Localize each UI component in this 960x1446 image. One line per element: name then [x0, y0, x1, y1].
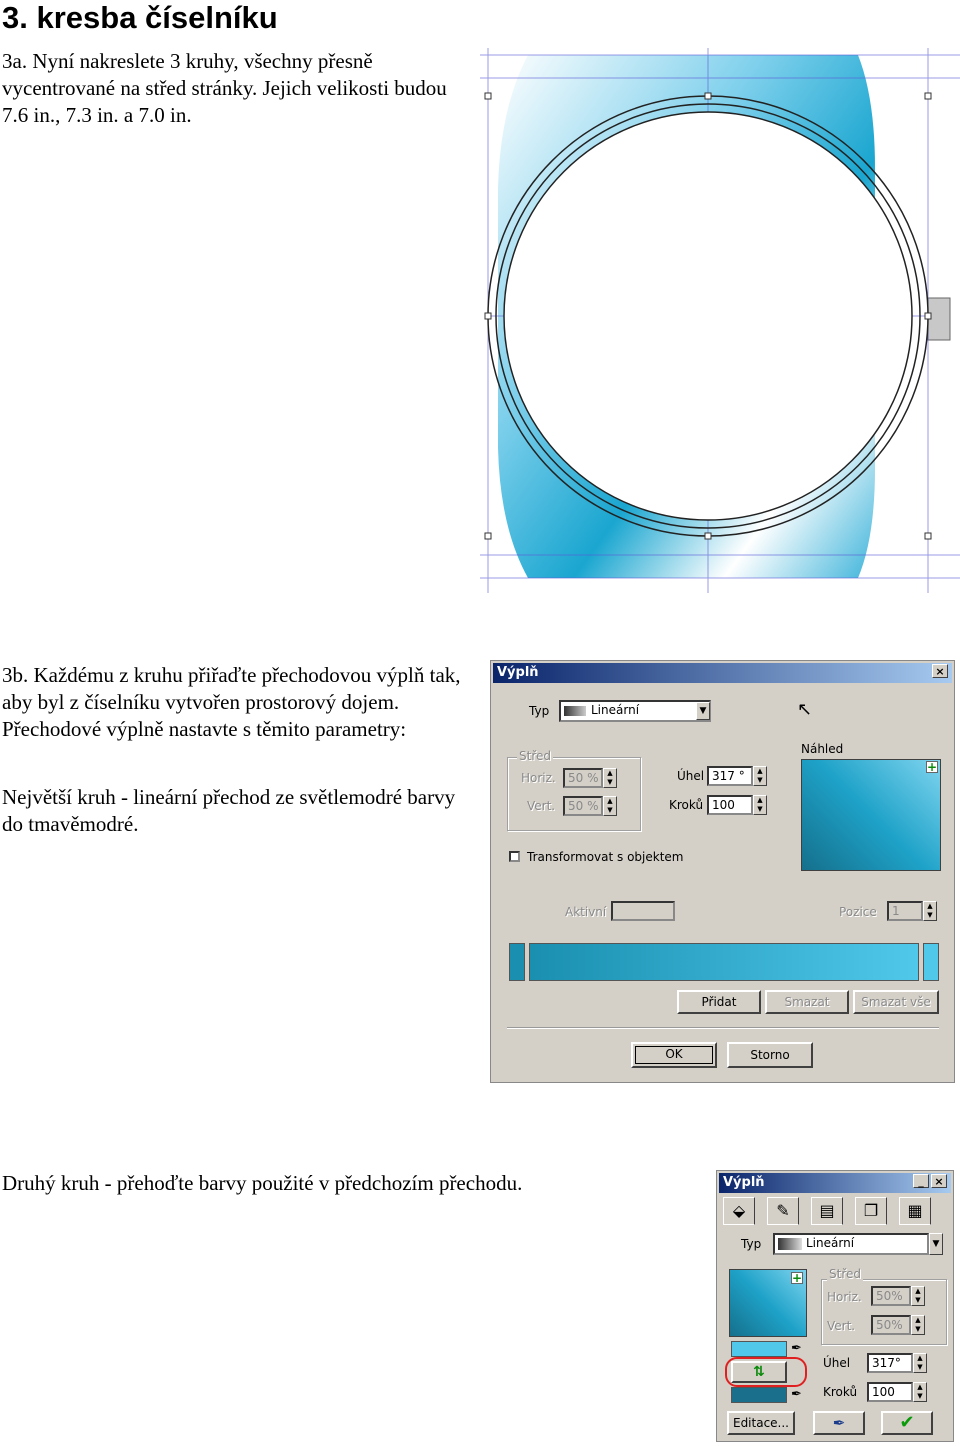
palette-icon[interactable]: ▦: [899, 1197, 931, 1225]
editace-button[interactable]: Editace...: [727, 1411, 795, 1435]
vert-label: Vert.: [827, 1319, 856, 1333]
uhel-spinner[interactable]: ▲ ▼: [913, 1353, 927, 1373]
typ-select[interactable]: [773, 1233, 929, 1255]
section-3b-text: 3b. Každému z kruhu přiřaďte přechodovou výplň tak, aby byl z číselníku vytvořen prostorový dojem. Přechodové výplně nastavte s těmito parametry:: [2, 663, 461, 741]
storno-button[interactable]: Storno: [727, 1042, 813, 1068]
shadow-icon[interactable]: ❐: [855, 1197, 887, 1225]
gradient-swatch-icon: [564, 706, 586, 716]
docker-title: Výplň: [723, 1175, 765, 1190]
kroku-field[interactable]: 100: [707, 795, 753, 815]
vert-field[interactable]: 50%: [871, 1315, 911, 1335]
end-color-swatch[interactable]: [731, 1387, 787, 1403]
nahled-label: Náhled: [801, 742, 844, 756]
horiz-label: Horiz.: [521, 771, 556, 785]
kroku-spinner[interactable]: ▲ ▼: [753, 795, 767, 815]
circle-inner: [504, 112, 912, 520]
gradient-bar[interactable]: [529, 943, 919, 981]
smazat-vse-button[interactable]: Smazat vše: [853, 990, 939, 1014]
watch-drawing: [480, 48, 960, 593]
vert-field[interactable]: 50 %: [563, 796, 603, 816]
pozice-spinner[interactable]: ▲ ▼: [923, 901, 937, 921]
fill-bucket-icon[interactable]: ⬙: [723, 1197, 755, 1225]
typ-label: Typ: [741, 1237, 762, 1251]
typ-value: Lineární: [591, 703, 640, 717]
dialog-title: Výplň: [497, 665, 539, 680]
close-button[interactable]: ×: [932, 664, 948, 678]
gradient-preview: [801, 759, 941, 871]
line-style-icon[interactable]: ▤: [811, 1197, 843, 1225]
cursor-icon: ↖: [797, 699, 813, 720]
horiz-spinner[interactable]: ▲ ▼: [603, 768, 617, 788]
aktivni-label: Aktivní: [565, 905, 607, 919]
uhel-label: Úhel: [677, 769, 705, 783]
section-3c-text: Druhý kruh - přehoďte barvy použité v předchozím přechodu.: [2, 1171, 523, 1195]
divider: [507, 1027, 939, 1029]
ok-button[interactable]: OK: [631, 1042, 717, 1068]
pozice-label: Pozice: [839, 905, 877, 919]
horiz-label: Horiz.: [827, 1290, 862, 1304]
chevron-down-icon[interactable]: ▼: [696, 702, 710, 720]
section-3a-text: 3a. Nyní nakreslete 3 kruhy, všechny přesně vycentrované na střed stránky. Jejich velikosti budou 7.6 in., 7.3 in. a 7.0 in.: [2, 49, 447, 127]
gradient-start-stop[interactable]: [509, 943, 525, 981]
kroku-label: Kroků: [823, 1385, 858, 1399]
pen-icon[interactable]: ✎: [767, 1197, 799, 1225]
typ-value: Lineární: [806, 1236, 855, 1250]
start-color-swatch[interactable]: [731, 1341, 787, 1357]
chevron-down-icon[interactable]: ▼: [929, 1233, 943, 1255]
vert-spinner[interactable]: ▲ ▼: [911, 1315, 925, 1335]
horiz-field[interactable]: 50 %: [563, 768, 603, 788]
pozice-field[interactable]: 1: [887, 901, 923, 921]
eyedropper-icon[interactable]: ✒: [813, 1411, 865, 1435]
section-3b-text2: Největší kruh - lineární přechod ze světlemodré barvy do tmavěmodré.: [2, 785, 456, 836]
swap-colors-icon[interactable]: ⇅: [731, 1361, 787, 1383]
kroku-field[interactable]: 100: [867, 1382, 913, 1402]
horiz-field[interactable]: 50%: [871, 1286, 911, 1306]
vert-spinner[interactable]: ▲ ▼: [603, 796, 617, 816]
aktivni-field[interactable]: [611, 901, 675, 921]
add-color-icon[interactable]: +: [792, 1271, 803, 1285]
fill-docker: [716, 1170, 954, 1442]
typ-select[interactable]: [559, 700, 711, 722]
add-color-icon[interactable]: +: [927, 760, 938, 774]
fill-dialog: [490, 660, 955, 1083]
typ-label: Typ: [529, 704, 550, 718]
gradient-end-stop[interactable]: [923, 943, 939, 981]
horiz-spinner[interactable]: ▲ ▼: [911, 1286, 925, 1306]
dialog-titlebar: [493, 663, 952, 683]
minimize-button[interactable]: _: [913, 1174, 929, 1188]
eyedropper-icon[interactable]: ✒: [791, 1341, 802, 1356]
pridat-button[interactable]: Přidat: [677, 990, 761, 1014]
uhel-field[interactable]: 317°: [867, 1353, 913, 1373]
uhel-spinner[interactable]: ▲ ▼: [753, 766, 767, 786]
stred-label: Střed: [519, 749, 551, 763]
transform-label: Transformovat s objektem: [527, 850, 684, 864]
stred-label: Střed: [829, 1267, 861, 1281]
transform-checkbox[interactable]: [509, 851, 520, 862]
kroku-label: Kroků: [669, 798, 704, 812]
vert-label: Vert.: [527, 799, 556, 813]
uhel-field[interactable]: 317 °: [707, 766, 753, 786]
gradient-swatch-icon: [778, 1238, 802, 1250]
uhel-label: Úhel: [823, 1356, 851, 1370]
eyedropper-icon[interactable]: ✒: [791, 1387, 802, 1402]
page-title: 3. kresba číselníku: [2, 0, 278, 35]
smazat-button[interactable]: Smazat: [765, 990, 849, 1014]
tab-strip: [723, 1197, 947, 1227]
close-button[interactable]: ×: [931, 1174, 947, 1188]
apply-check-icon[interactable]: ✔: [881, 1411, 933, 1435]
kroku-spinner[interactable]: ▲ ▼: [913, 1382, 927, 1402]
